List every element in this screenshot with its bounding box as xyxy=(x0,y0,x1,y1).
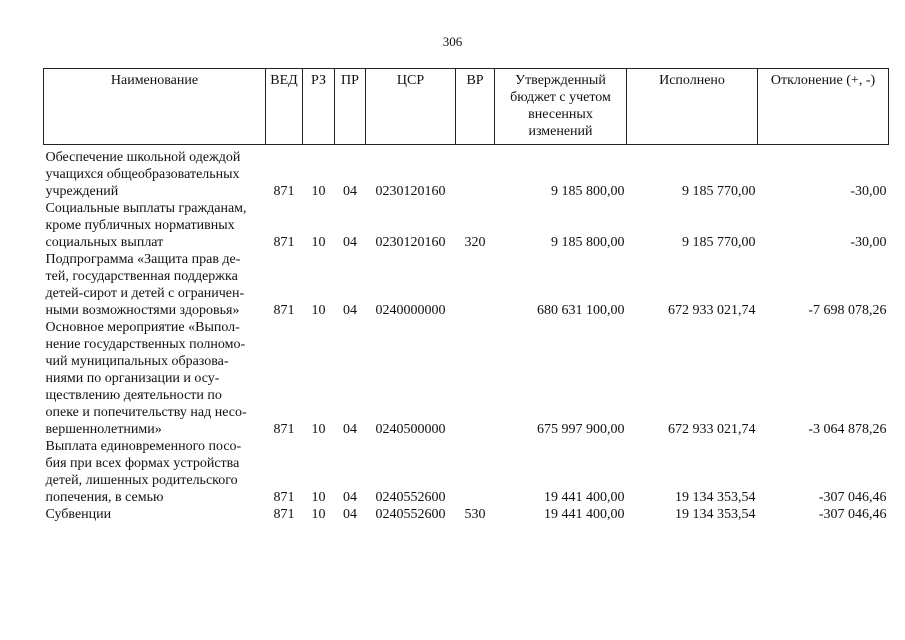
row-deviation: -7 698 078,26 xyxy=(808,303,887,318)
row-vr xyxy=(456,438,495,506)
row-rz: 10 xyxy=(311,303,326,318)
row-pr: 04 xyxy=(343,235,357,250)
budget-table xyxy=(43,68,889,523)
row-rz: 10 xyxy=(311,507,326,522)
row-executed: 9 185 770,00 xyxy=(682,184,756,199)
header-approved: Утвержденный бюджет с учетом внесенных изменений xyxy=(495,69,627,145)
row-pr: 04 xyxy=(343,507,357,522)
row-vr xyxy=(456,251,495,319)
table-row xyxy=(44,506,889,523)
row-rz: 10 xyxy=(311,422,326,437)
row-approved: 19 441 400,00 xyxy=(544,490,625,505)
row-name: Субвенции xyxy=(45,507,112,522)
table-row xyxy=(44,251,889,319)
header-deviation: Отклонение (+, -) xyxy=(758,69,889,145)
row-name: Обеспечение школьной одеждой учащихся общеобразовательных учреждений xyxy=(45,150,241,199)
row-name: Основное мероприятие «Выпол- нение государственных полномо- чий муниципальных образова- ниями по организации и осу- ществлению деятельности по опеке и попечительству над несо- вершеннолетними» xyxy=(45,320,247,437)
header-pr: ПР xyxy=(335,69,366,145)
row-rz: 10 xyxy=(311,235,326,250)
table-row xyxy=(44,200,889,251)
row-deviation: -30,00 xyxy=(850,184,887,199)
header-name: Наименование xyxy=(44,69,266,145)
row-executed: 19 134 353,54 xyxy=(675,507,756,522)
row-csr: 0240000000 xyxy=(375,303,446,318)
row-approved: 9 185 800,00 xyxy=(551,235,625,250)
row-executed: 672 933 021,74 xyxy=(668,422,756,437)
row-csr: 0240552600 xyxy=(375,507,446,522)
table-row xyxy=(44,319,889,438)
row-pr: 04 xyxy=(343,184,357,199)
table-row xyxy=(44,438,889,506)
row-name: Подпрограмма «Защита прав де- тей, государственная поддержка детей-сирот и детей с ограничен- ными возможностями здоровья» xyxy=(45,252,245,318)
row-deviation: -307 046,46 xyxy=(818,490,887,505)
row-pr: 04 xyxy=(343,422,357,437)
row-vr: 530 xyxy=(464,507,486,522)
row-name: Выплата единовременного посо- бия при всех формах устройства детей, лишенных родительского попечения, в семью xyxy=(45,439,242,505)
header-row xyxy=(44,69,889,145)
row-approved: 680 631 100,00 xyxy=(537,303,625,318)
row-executed: 672 933 021,74 xyxy=(668,303,756,318)
row-vr xyxy=(456,319,495,438)
row-csr: 0240500000 xyxy=(375,422,446,437)
row-ved: 871 xyxy=(273,184,295,199)
row-ved: 871 xyxy=(273,490,295,505)
row-deviation: -307 046,46 xyxy=(818,507,887,522)
header-vr: ВР xyxy=(456,69,495,145)
row-approved: 19 441 400,00 xyxy=(544,507,625,522)
row-vr: 320 xyxy=(464,235,486,250)
row-ved: 871 xyxy=(273,507,295,522)
row-ved: 871 xyxy=(273,422,295,437)
row-rz: 10 xyxy=(311,490,326,505)
table-row xyxy=(44,145,889,201)
row-executed: 9 185 770,00 xyxy=(682,235,756,250)
header-rz: РЗ xyxy=(303,69,335,145)
row-csr: 0230120160 xyxy=(375,235,446,250)
row-vr xyxy=(456,145,495,201)
row-csr: 0230120160 xyxy=(375,184,446,199)
header-executed: Исполнено xyxy=(627,69,758,145)
row-executed: 19 134 353,54 xyxy=(675,490,756,505)
row-deviation: -3 064 878,26 xyxy=(808,422,887,437)
row-ved: 871 xyxy=(273,303,295,318)
row-approved: 675 997 900,00 xyxy=(537,422,625,437)
page-number: 306 xyxy=(442,34,463,49)
header-ved: ВЕД xyxy=(266,69,303,145)
row-rz: 10 xyxy=(311,184,326,199)
row-deviation: -30,00 xyxy=(850,235,887,250)
header-csr: ЦСР xyxy=(366,69,456,145)
row-ved: 871 xyxy=(273,235,295,250)
row-name: Социальные выплаты гражданам, кроме публичных нормативных социальных выплат xyxy=(45,201,247,250)
row-pr: 04 xyxy=(343,490,357,505)
row-approved: 9 185 800,00 xyxy=(551,184,625,199)
row-pr: 04 xyxy=(343,303,357,318)
row-csr: 0240552600 xyxy=(375,490,446,505)
